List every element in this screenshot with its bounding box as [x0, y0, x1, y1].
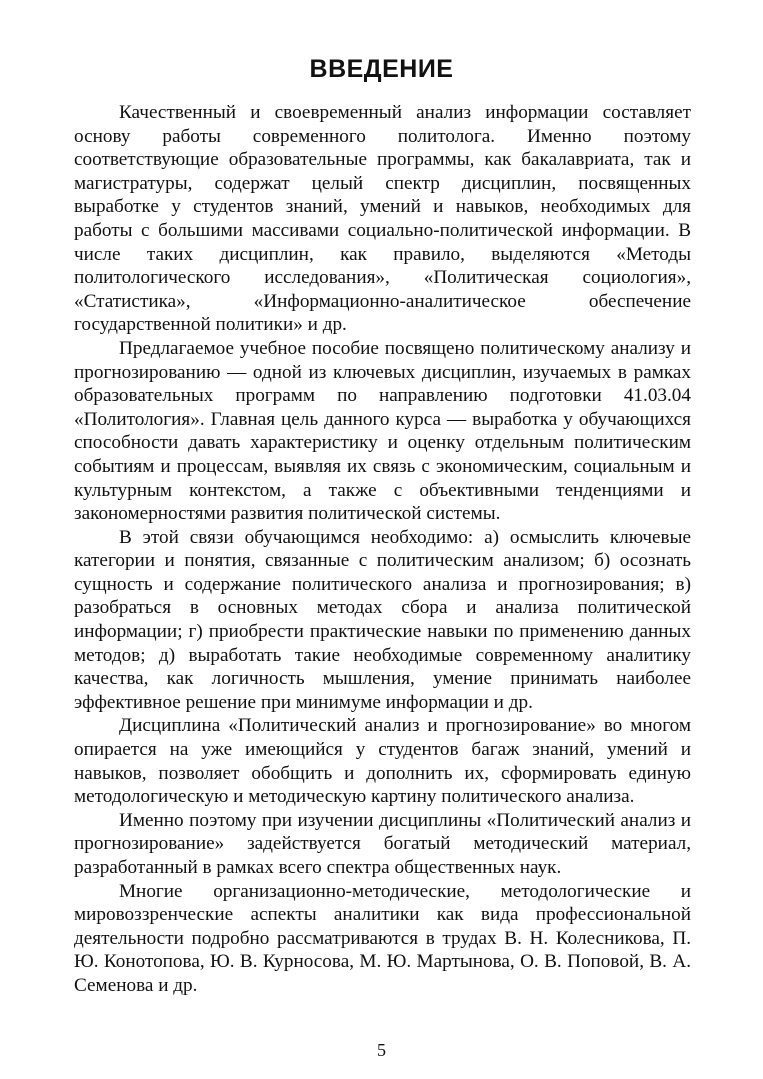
- paragraph-2: Предлагаемое учебное пособие посвящено политическому анализу и прогнозированию — одной из ключевых дисциплин, изучаемых в рамках образовательных программ по направлению подготовки 41.03.04 «Политология». Главная цель данного курса — выработка у обучающихся способности давать характеристику и оценку отдельным политическим событиям и процессам, выявляя их связь с экономическим, социальным и культурным контекстом, а также с объективными тенденциями и закономерностями развития политической системы.: [74, 337, 691, 525]
- paragraph-3: В этой связи обучающимся необходимо: а) осмыслить ключевые категории и понятия, связанные с политическим анализом; б) осознать сущность и содержание политического анализа и прогнозирования; в) разобраться в основных методах сбора и анализа политической информации; г) приобрести практические навыки по применению данных методов; д) выработать такие необходимые современному аналитику качества, как логичность мышления, умение принимать наиболее эффективное решение при минимуме информации и др.: [74, 526, 691, 713]
- paragraph-5: Именно поэтому при изучении дисциплины «Политический анализ и прогнозирование» задействуется богатый методический материал, разработанный в рамках всего спектра общественных наук.: [74, 809, 691, 878]
- paragraph-1: Качественный и своевременный анализ информации составляет основу работы современного политолога. Именно поэтому соответствующие образовательные программы, как бакалавриата, так и магистратуры, содержат целый спектр дисциплин, посвященных выработке у студентов знаний, умений и навыков, необходимых для работы с большими массивами социально-политической информации. В числе таких дисциплин, как правило, выделяются «Методы политологического исследования», «Политическая социология», «Статистика», «Информационно-аналитическое обеспечение государственной политики» и др.: [74, 102, 691, 336]
- paragraph-6: Многие организационно-методические, методологические и мировоззренческие аспекты аналитики как вида профессиональной деятельности подробно рассматриваются в трудах В. Н. Колесникова, П. Ю. Конотопова, Ю. В. Курносова, М. Ю. Мартынова, О. В. Поповой, В. А. Семенова и др.: [74, 880, 691, 996]
- page-title: ВВЕДЕНИЕ: [309, 55, 454, 83]
- page-number: 5: [377, 1040, 386, 1060]
- paragraph-4: Дисциплина «Политический анализ и прогнозирование» во многом опирается на уже имеющийся у студентов багаж знаний, умений и навыков, позволяет обобщить и дополнить их, сформировать единую методологическую и методическую картину политического анализа.: [74, 715, 691, 808]
- body-text: [74, 101, 691, 998]
